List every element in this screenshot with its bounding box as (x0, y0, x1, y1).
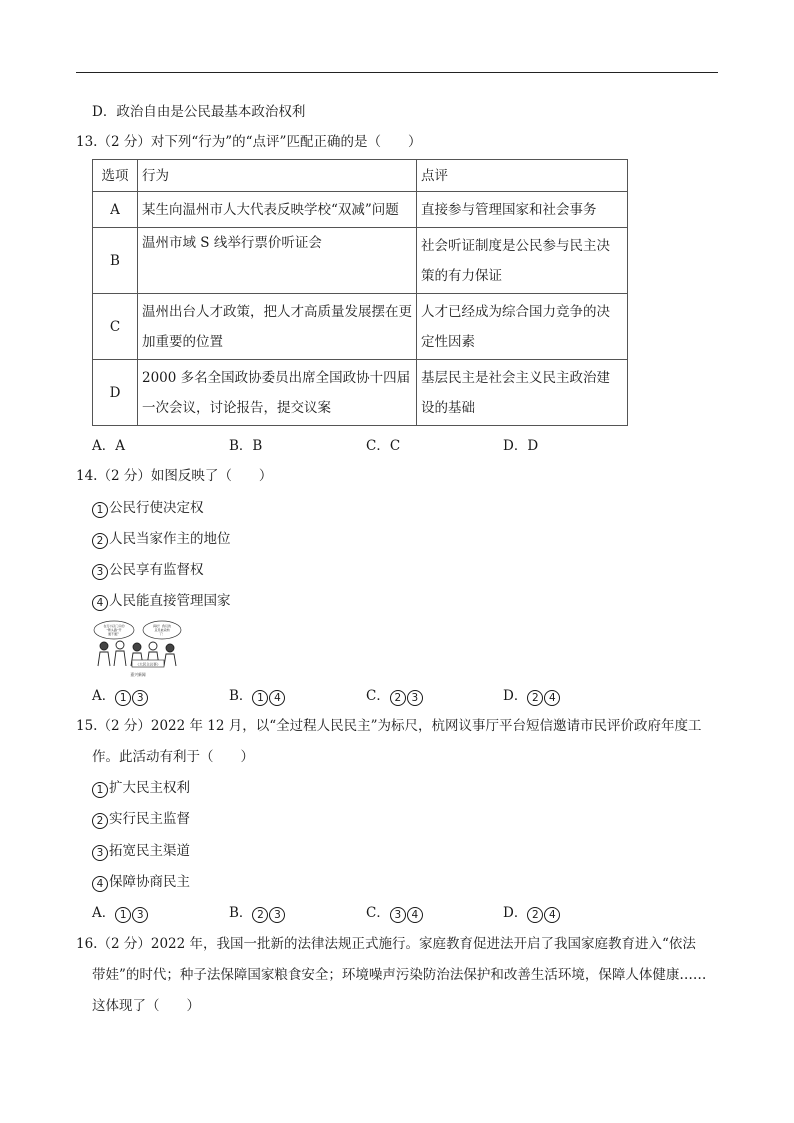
answer-option[interactable] (229, 903, 286, 923)
row-action (138, 294, 417, 360)
circled-number: 2 (390, 690, 406, 706)
item-text: 拓宽民主渠道 (109, 843, 190, 859)
cell-line: 基层民主是社会主义民主政治建 (421, 369, 610, 386)
bubble-left-text: “断头路”开 (106, 628, 122, 632)
item-text: 公民享有监督权 (109, 562, 204, 578)
cartoon-sign (132, 660, 164, 667)
circled-number: 4 (92, 876, 108, 892)
row-action (138, 360, 417, 426)
circled-number: 2 (527, 690, 543, 706)
table-header-cell: 行为 (138, 160, 417, 192)
q16-stem-line: 16.（2 分）2022 年，我国一批新的法律法规正式施行。家庭教育促进法开启了我国家庭教育进入“依法 (76, 936, 696, 952)
circled-number: 4 (544, 690, 560, 706)
q15-item (92, 809, 190, 829)
row-action (138, 192, 417, 228)
q13-table (92, 159, 628, 426)
answer-letter: B． (229, 688, 253, 704)
q16-stem-line: 带娃”的时代；种子法保障国家粮食安全；环境噪声污染防治法保护和改善生活环境，保障人体健康…… (92, 967, 707, 983)
answer-option[interactable]: C．C (366, 438, 401, 454)
circled-number: 3 (390, 907, 406, 923)
bubble-right-text: 真好！我们的 (152, 624, 172, 628)
circled-number: 2 (252, 907, 268, 923)
answer-letter: D． (503, 905, 528, 921)
q13-stem: 13.（2 分）对下列“行为”的“点评”匹配正确的是（ ） (76, 134, 422, 150)
bubble-right-text: 了！ (158, 632, 166, 636)
circled-number: 2 (527, 907, 543, 923)
row-label: C (93, 294, 138, 360)
sign-text: 《大民主议事》 (135, 662, 161, 667)
q14-item (92, 560, 204, 580)
answer-option[interactable] (92, 903, 149, 923)
answer-option[interactable] (503, 686, 561, 706)
row-comment (417, 192, 628, 228)
answer-option[interactable] (366, 686, 424, 706)
answer-letter: D． (503, 688, 528, 704)
row-comment (417, 294, 628, 360)
cell-line: 温州出台人才政策，把人才高质量发展摆在更 (142, 303, 412, 320)
cell-line: 直接参与管理国家和社会事务 (421, 201, 597, 218)
q14-item (92, 529, 231, 549)
cell-line: 定性因素 (421, 333, 475, 350)
item-text: 公民行使决定权 (109, 500, 204, 516)
answer-option[interactable]: B．B (229, 438, 263, 454)
row-label: B (93, 228, 138, 294)
circled-number: 2 (92, 533, 108, 549)
speech-bubble-right (143, 621, 181, 639)
q15-stem-line: 15.（2 分）2022 年 12 月，以“全过程人民民主”为标尺，杭网议事厅平台短信邀请市民评价政府年度工 (76, 718, 702, 734)
circled-number: 3 (92, 845, 108, 861)
cartoon-caption: 嘉兴新闻 (130, 672, 146, 677)
answer-option[interactable] (366, 903, 424, 923)
header-rule (76, 72, 718, 73)
answer-letter: B． (229, 905, 253, 921)
circled-number: 3 (407, 690, 423, 706)
circled-number: 4 (407, 907, 423, 923)
row-comment (417, 228, 628, 294)
circled-number: 3 (269, 907, 285, 923)
cell-line: 加重要的位置 (142, 333, 223, 350)
circled-number: 2 (92, 813, 108, 829)
item-text: 人民能直接管理国家 (109, 593, 231, 609)
bubble-left-text: 通不通？ (107, 632, 121, 636)
table-row (93, 192, 628, 228)
cell-line: 人才已经成为综合国力竞争的决 (421, 303, 610, 320)
answer-option[interactable] (92, 686, 149, 706)
table-header-cell: 选项 (93, 160, 138, 192)
cell-line: 社会听证制度是公民参与民主决 (421, 237, 610, 254)
q12-option-d: D．政治自由是公民最基本政治权利 (92, 104, 306, 120)
answer-letter: C． (366, 905, 390, 921)
circled-number: 3 (92, 564, 108, 580)
table-row (93, 294, 628, 360)
answer-option[interactable] (503, 903, 561, 923)
circled-number: 4 (92, 595, 108, 611)
row-action (138, 228, 417, 294)
item-text: 扩大民主权利 (109, 780, 190, 796)
cell-line: 某生向温州市人大代表反映学校“双减”问题 (142, 201, 399, 218)
table-header-row (93, 160, 628, 192)
table-row (93, 228, 628, 294)
q14-item (92, 498, 204, 518)
q14-cartoon-image (92, 620, 184, 678)
item-text: 人民当家作主的地位 (109, 531, 231, 547)
circled-number: 1 (92, 782, 108, 798)
q15-stem-line: 作。此活动有利于（ ） (92, 749, 254, 765)
answer-letter: A． (92, 905, 116, 921)
cell-line: 设的基础 (421, 399, 475, 416)
answer-letter: C． (366, 688, 390, 704)
row-label: D (93, 360, 138, 426)
cell-line: 策的有力保证 (421, 267, 502, 284)
circled-number: 1 (115, 690, 131, 706)
answer-option[interactable] (229, 686, 286, 706)
cell-line: 一次会议，讨论报告，提交议案 (142, 399, 331, 416)
circled-number: 1 (115, 907, 131, 923)
q15-item (92, 778, 190, 798)
circled-number: 3 (132, 907, 148, 923)
q16-stem-line: 这体现了（ ） (92, 998, 200, 1014)
circled-number: 4 (544, 907, 560, 923)
answer-option[interactable]: A．A (92, 438, 125, 454)
bubble-right-text: 意见被采纳 (154, 628, 170, 632)
table-header-cell: 点评 (417, 160, 628, 192)
circled-number: 1 (252, 690, 268, 706)
bubble-left-text: 在行小区门口的 (103, 624, 125, 628)
table-row (93, 360, 628, 426)
row-comment (417, 360, 628, 426)
cell-line: 温州市域 S 线举行票价听证会 (142, 235, 322, 251)
q15-item (92, 872, 190, 892)
speech-bubble-left (94, 621, 134, 639)
q14-stem: 14.（2 分）如图反映了（ ） (76, 468, 273, 484)
item-text: 保障协商民主 (109, 874, 190, 890)
answer-option[interactable]: D．D (503, 438, 539, 454)
answer-letter: A． (92, 688, 116, 704)
circled-number: 1 (92, 502, 108, 518)
circled-number: 4 (269, 690, 285, 706)
circled-number: 3 (132, 690, 148, 706)
cell-line: 2000 多名全国政协委员出席全国政协十四届 (142, 369, 411, 386)
q15-item (92, 841, 190, 861)
item-text: 实行民主监督 (109, 811, 190, 827)
q14-item (92, 591, 231, 611)
row-label: A (93, 192, 138, 228)
